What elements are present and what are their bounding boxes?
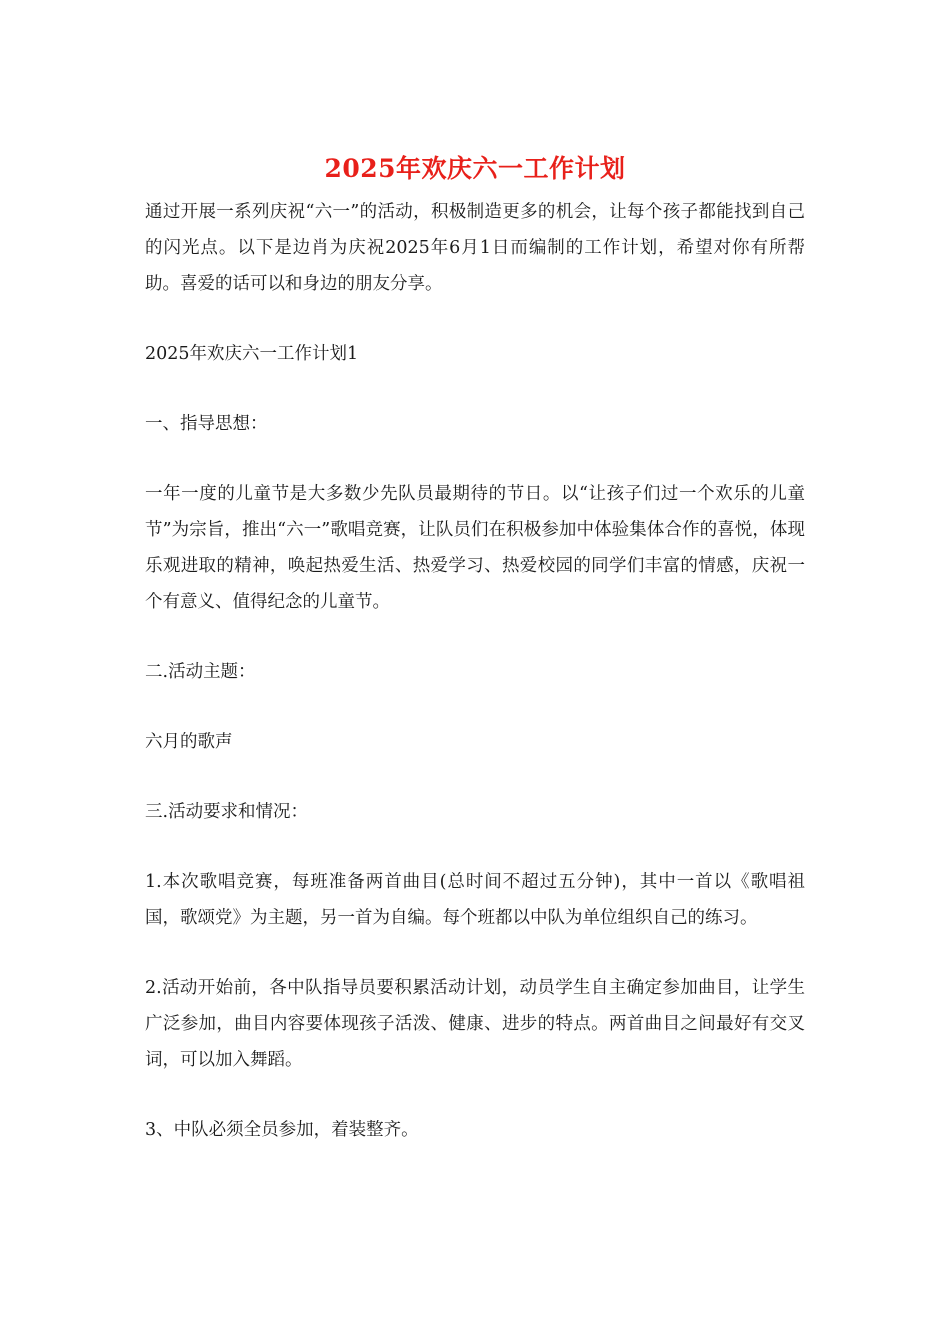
document-title: 2025年欢庆六一工作计划 [324, 154, 626, 183]
intro-paragraph: 通过开展一系列庆祝“六一”的活动，积极制造更多的机会，让每个孩子都能找到自己的闪光点。以下是边肖为庆祝2025年6月1日而编制的工作计划，希望对你有所帮助。喜爱的话可以和身边的朋友分享。 [145, 202, 805, 294]
section-heading-requirements: 三.活动要求和情况： [145, 802, 309, 822]
section-heading-guiding-thought: 一、指导思想： [145, 414, 268, 434]
activity-theme-paragraph: 六月的歌声 [145, 732, 233, 752]
document-body [145, 194, 805, 1148]
section-heading-plan-1: 2025年欢庆六一工作计划1 [145, 344, 359, 364]
requirement-item-1: 1.本次歌唱竞赛，每班准备两首曲目(总时间不超过五分钟)，其中一首以《歌唱祖国，歌颂党》为主题，另一首为自编。每个班都以中队为单位组织自己的练习。 [145, 872, 805, 928]
guiding-thought-paragraph: 一年一度的儿童节是大多数少先队员最期待的节日。以“让孩子们过一个欢乐的儿童节”为宗旨，推出“六一”歌唱竞赛，让队员们在积极参加中体验集体合作的喜悦，体现乐观进取的精神，唤起热爱生活、热爱学习、热爱校园的同学们丰富的情感，庆祝一个有意义、值得纪念的儿童节。 [145, 484, 805, 612]
requirement-item-2: 2.活动开始前，各中队指导员要积累活动计划，动员学生自主确定参加曲目，让学生广泛参加，曲目内容要体现孩子活泼、健康、进步的特点。两首曲目之间最好有交叉词，可以加入舞蹈。 [145, 978, 805, 1070]
requirement-item-3: 3、中队必须全员参加，着装整齐。 [145, 1120, 419, 1140]
section-heading-activity-theme: 二.活动主题： [145, 662, 256, 682]
